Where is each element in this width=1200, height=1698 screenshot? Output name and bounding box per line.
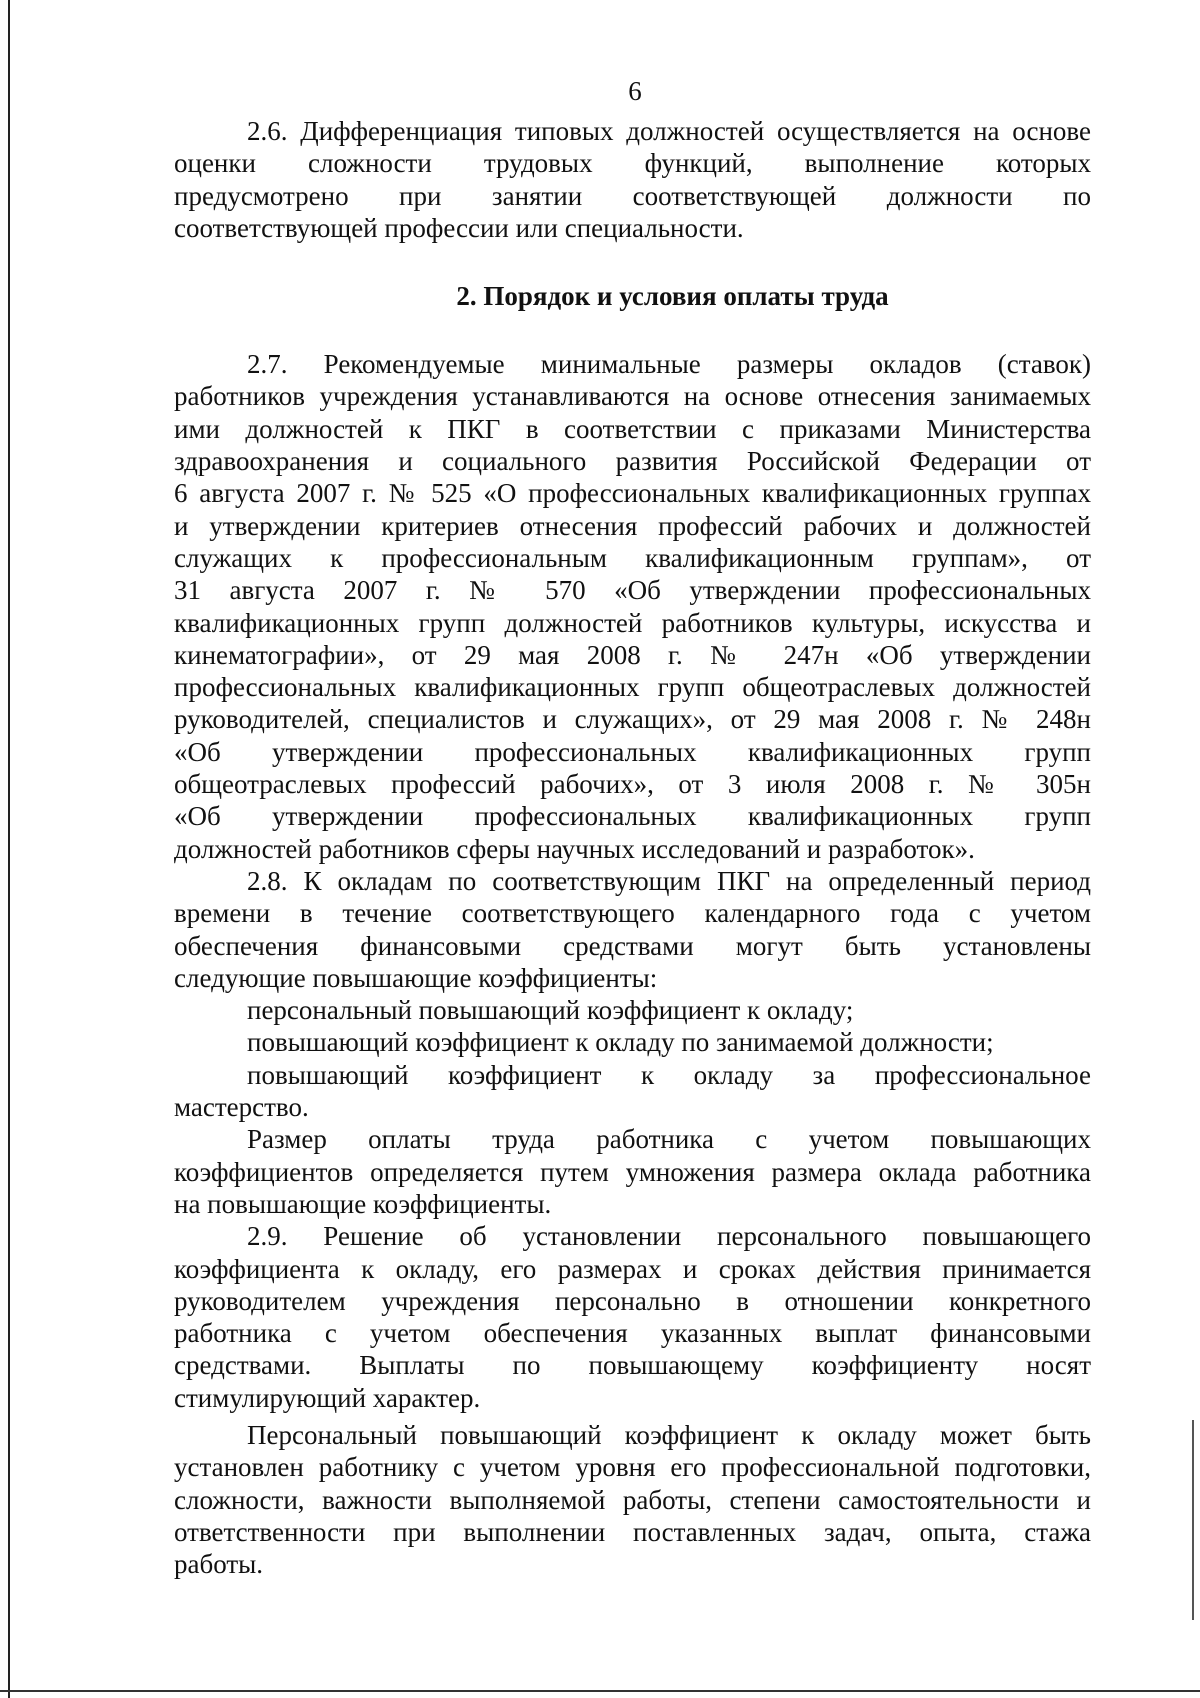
paragraph-line: 31 августа 2007 г. № 570 «Об утверждении профессиональных	[174, 575, 1091, 606]
paragraph-2-6	[174, 115, 1091, 244]
paragraph-line: коэффициентов определяется путем умножения размера оклада работника	[174, 1156, 1091, 1187]
paragraph-2-8	[174, 865, 1091, 994]
paragraph-line: времени в течение соответствующего календарного года с учетом	[174, 898, 1091, 929]
coefficients-list	[174, 994, 1091, 1123]
paragraph-line: руководителем учреждения персонально в отношении конкретного	[174, 1285, 1091, 1316]
paragraph-line: обеспечения финансовыми средствами могут быть установлены	[174, 930, 1091, 961]
paragraph-line: 2.9. Решение об установлении персонального повышающего	[247, 1221, 1091, 1252]
spacer	[174, 312, 1091, 348]
paragraph-line: служащих к профессиональным квалификационным группам», от	[174, 542, 1091, 573]
paragraph-line: на повышающие коэффициенты.	[174, 1188, 552, 1219]
list-item: повышающий коэффициент к окладу по занимаемой должности;	[247, 1027, 994, 1058]
paragraph-2-9	[174, 1220, 1091, 1414]
paragraph-line: оценки сложности трудовых функций, выполнение которых	[174, 148, 1091, 179]
spacer	[174, 244, 1091, 280]
paragraph-line: работника с учетом обеспечения указанных выплат финансовыми	[174, 1318, 1091, 1349]
paragraph-line: стимулирующий характер.	[174, 1382, 481, 1413]
paragraph-line: ответственности при выполнении поставленных задач, опыта, стажа	[174, 1516, 1091, 1547]
scan-edge-bottom	[0, 1690, 1200, 1692]
paragraph-line: «Об утверждении профессиональных квалификационных групп	[174, 801, 1091, 832]
paragraph-line: и утверждении критериев отнесения профессий рабочих и должностей	[174, 510, 1091, 541]
paragraph-line: общеотраслевых профессий рабочих», от 3 июля 2008 г. № 305н	[174, 769, 1091, 800]
page-number: 6	[628, 76, 642, 106]
paragraph-line: квалификационных групп должностей работников культуры, искусства и	[174, 607, 1091, 638]
scan-edge-right	[1192, 1420, 1194, 1620]
scan-edge-left	[8, 0, 10, 1698]
list-item-continuation: мастерство.	[174, 1092, 309, 1123]
paragraph-line: коэффициента к окладу, его размерах и сроках действия принимается	[174, 1253, 1091, 1284]
paragraph-line: руководителей, специалистов и служащих», от 29 мая 2008 г. № 248н	[174, 704, 1091, 735]
paragraph-line: 6 августа 2007 г. № 525 «О профессиональных квалификационных группах	[174, 478, 1091, 509]
paragraph-line: сложности, важности выполняемой работы, степени самостоятельности и	[174, 1484, 1091, 1515]
paragraph-line: Размер оплаты труда работника с учетом повышающих	[247, 1124, 1091, 1155]
paragraph-line: здравоохранения и социального развития Российской Федерации от	[174, 446, 1091, 477]
paragraph-line: кинематографии», от 29 мая 2008 г. № 247н «Об утверждении	[174, 639, 1091, 670]
paragraph-salary-size	[174, 1123, 1091, 1220]
paragraph-line: установлен работнику с учетом уровня его профессиональной подготовки,	[174, 1452, 1091, 1483]
paragraph-line: средствами. Выплаты по повышающему коэффициенту носят	[174, 1350, 1091, 1381]
paragraph-line: должностей работников сферы научных исследований и разработок».	[174, 833, 975, 864]
paragraph-line: 2.8. К окладам по соответствующим ПКГ на определенный период	[247, 865, 1091, 896]
paragraph-line: Персональный повышающий коэффициент к окладу может быть	[247, 1419, 1091, 1450]
paragraph-personal-coefficient	[174, 1419, 1091, 1580]
paragraph-line: соответствующей профессии или специальности.	[174, 212, 744, 243]
paragraph-line: 2.7. Рекомендуемые минимальные размеры окладов (ставок)	[247, 349, 1091, 380]
document-body	[174, 115, 1091, 1580]
paragraph-line: ими должностей к ПКГ в соответствии с приказами Министерства	[174, 413, 1091, 444]
paragraph-line: профессиональных квалификационных групп общеотраслевых должностей	[174, 672, 1091, 703]
list-item: повышающий коэффициент к окладу за профессиональное	[247, 1059, 1091, 1090]
paragraph-line: 2.6. Дифференциация типовых должностей осуществляется на основе	[247, 116, 1091, 146]
section-title: 2. Порядок и условия оплаты труда	[456, 281, 889, 312]
paragraph-line: «Об утверждении профессиональных квалификационных групп	[174, 736, 1091, 767]
list-item: персональный повышающий коэффициент к окладу;	[247, 995, 854, 1026]
paragraph-line: работы.	[174, 1549, 264, 1580]
paragraph-2-7	[174, 348, 1091, 865]
paragraph-line: предусмотрено при занятии соответствующей должности по	[174, 180, 1091, 211]
paragraph-line: работников учреждения устанавливаются на основе отнесения занимаемых	[174, 381, 1091, 412]
paragraph-line: следующие повышающие коэффициенты:	[174, 962, 658, 993]
